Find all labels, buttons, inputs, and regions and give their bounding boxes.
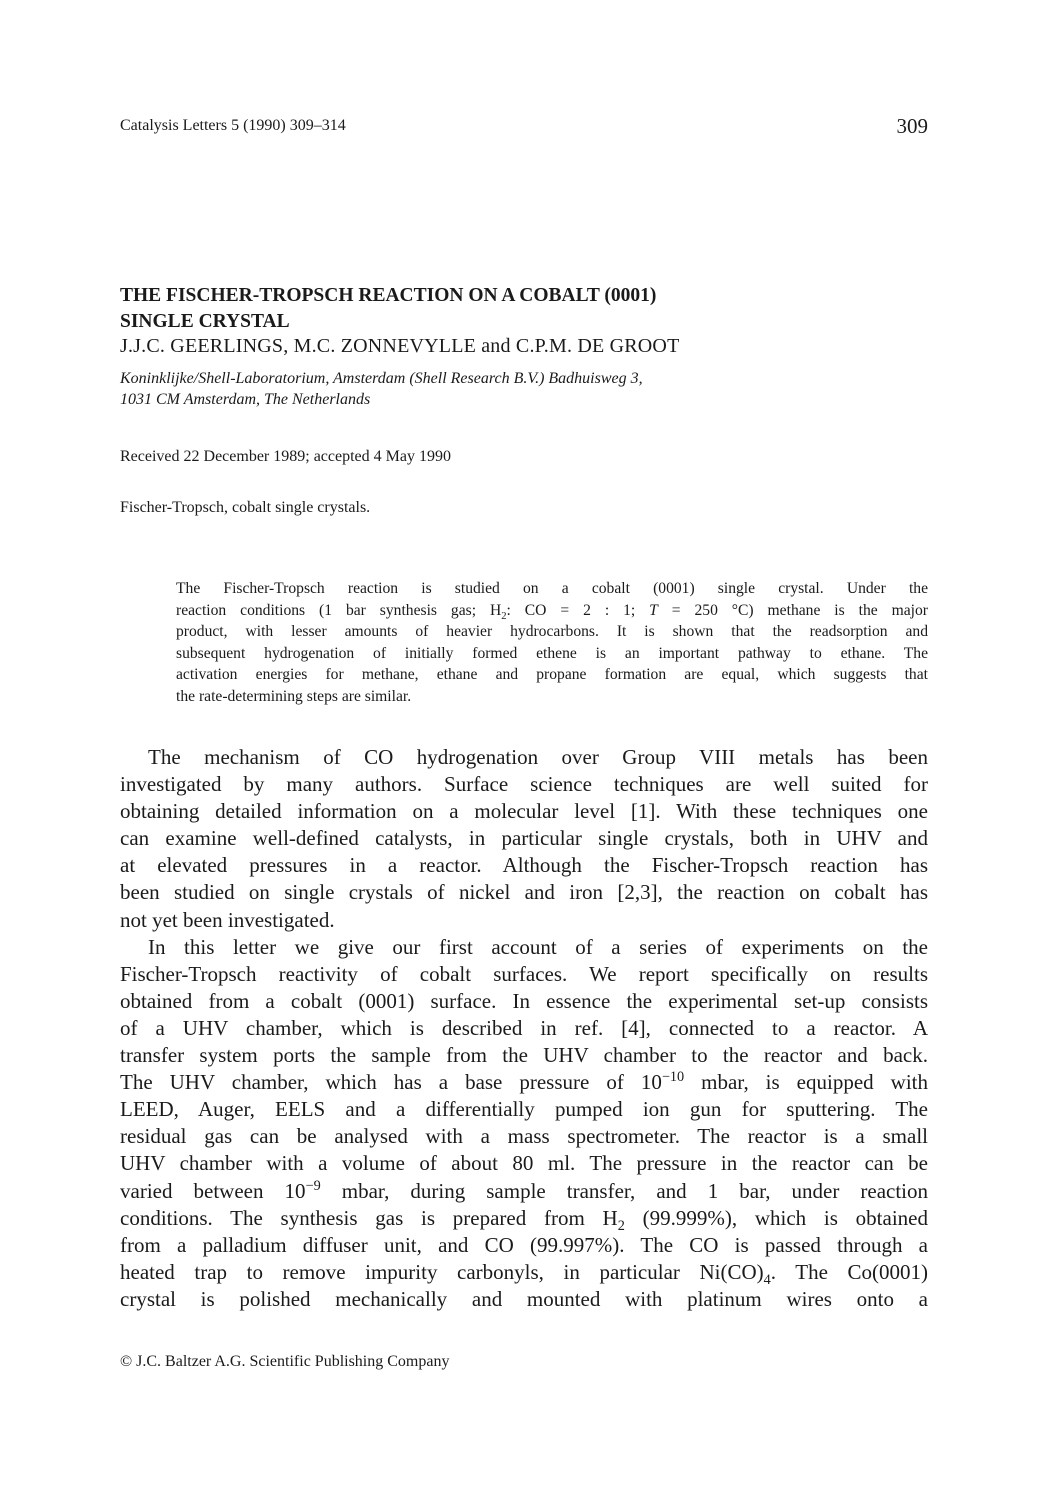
body-line: at elevated pressures in a reactor. Although the Fischer-Tropsch reaction has bbox=[120, 853, 928, 878]
abstract-line: The Fischer-Tropsch reaction is studied on a cobalt (0001) single crystal. Under the bbox=[176, 580, 928, 597]
title-line: SINGLE CRYSTAL bbox=[120, 311, 290, 332]
abstract-line: product, with lesser amounts of heavier hydrocarbons. It is shown that the readsorption and bbox=[176, 623, 928, 641]
abstract-line: the rate-determining steps are similar. bbox=[176, 687, 412, 705]
abstract-line: reaction conditions (1 bar synthesis gas; $H_2$: CO = 2 : 1; T = 250 °C) methane is the major bbox=[176, 601, 928, 622]
keywords: Fischer-Tropsch, cobalt single crystals. bbox=[120, 499, 371, 516]
affiliation bbox=[120, 368, 900, 410]
abstract-line: activation energies for methane, ethane and propane formation are equal, which suggests that bbox=[176, 666, 928, 684]
abstract-line: subsequent hydrogenation of initially formed ethene is an important pathway to ethane. The bbox=[176, 644, 928, 662]
received-dates: Received 22 December 1989; accepted 4 May 1990 bbox=[120, 448, 451, 465]
body-line: been studied on single crystals of nickel and iron [2,3], the reaction on cobalt has bbox=[120, 880, 928, 905]
body-line: heated trap to remove impurity carbonyls, in particular $Ni(CO)_4$. The Co(0001) bbox=[120, 1259, 928, 1288]
body-text bbox=[120, 744, 928, 1313]
body-line: of a UHV chamber, which is described in ref. [4], connected to a reactor. A bbox=[120, 1015, 928, 1040]
body-line: The UHV chamber, which has a base pressure of $10^{-10}$ mbar, is equipped with bbox=[120, 1069, 928, 1095]
article-title bbox=[120, 283, 920, 335]
body-line: can examine well-defined catalysts, in particular single crystals, both in UHV and bbox=[120, 826, 928, 851]
body-line: residual gas can be analysed with a mass spectrometer. The reactor is a small bbox=[120, 1124, 928, 1149]
journal-citation: Catalysis Letters 5 (1990) 309–314 bbox=[120, 117, 346, 134]
body-line: crystal is polished mechanically and mounted with platinum wires onto a bbox=[120, 1286, 928, 1311]
abstract bbox=[176, 578, 928, 708]
body-line: obtained from a cobalt (0001) surface. In essence the experimental set-up consists bbox=[120, 988, 928, 1013]
affiliation-line: Koninklijke/Shell-Laboratorium, Amsterdam (Shell Research B.V.) Badhuisweg 3, bbox=[120, 370, 643, 387]
body-line: transfer system ports the sample from the UHV chamber to the reactor and back. bbox=[120, 1043, 928, 1068]
title-line: THE FISCHER-TROPSCH REACTION ON A COBALT (0001) bbox=[120, 285, 657, 306]
body-line: varied between $10^{-9}$ mbar, during sample transfer, and 1 bar, under reaction bbox=[120, 1177, 929, 1203]
affiliation-line: 1031 CM Amsterdam, The Netherlands bbox=[120, 391, 371, 408]
body-line: conditions. The synthesis gas is prepared from $H_2$ (99.999%), which is obtained bbox=[120, 1205, 928, 1234]
body-line: obtaining detailed information on a molecular level [1]. With these techniques one bbox=[120, 799, 928, 824]
body-line: UHV chamber with a volume of about 80 ml. The pressure in the reactor can be bbox=[120, 1151, 928, 1176]
body-line: investigated by many authors. Surface science techniques are well suited for bbox=[120, 772, 928, 797]
body-line: not yet been investigated. bbox=[120, 907, 335, 932]
body-line: from a palladium diffuser unit, and CO (99.997%). The CO is passed through a bbox=[120, 1232, 928, 1257]
body-line: Fischer-Tropsch reactivity of cobalt surfaces. We report specifically on results bbox=[120, 961, 928, 986]
copyright-notice: © J.C. Baltzer A.G. Scientific Publishing Company bbox=[120, 1353, 450, 1370]
body-line: LEED, Auger, EELS and a differentially pumped ion gun for sputtering. The bbox=[120, 1097, 928, 1122]
body-line: The mechanism of CO hydrogenation over Group VIII metals has been bbox=[148, 745, 928, 769]
page-number: 309 bbox=[896, 114, 928, 138]
author-list: J.J.C. GEERLINGS, M.C. ZONNEVYLLE and C.P.M. DE GROOT bbox=[120, 335, 680, 357]
body-line: In this letter we give our first account of a series of experiments on the bbox=[148, 934, 928, 959]
